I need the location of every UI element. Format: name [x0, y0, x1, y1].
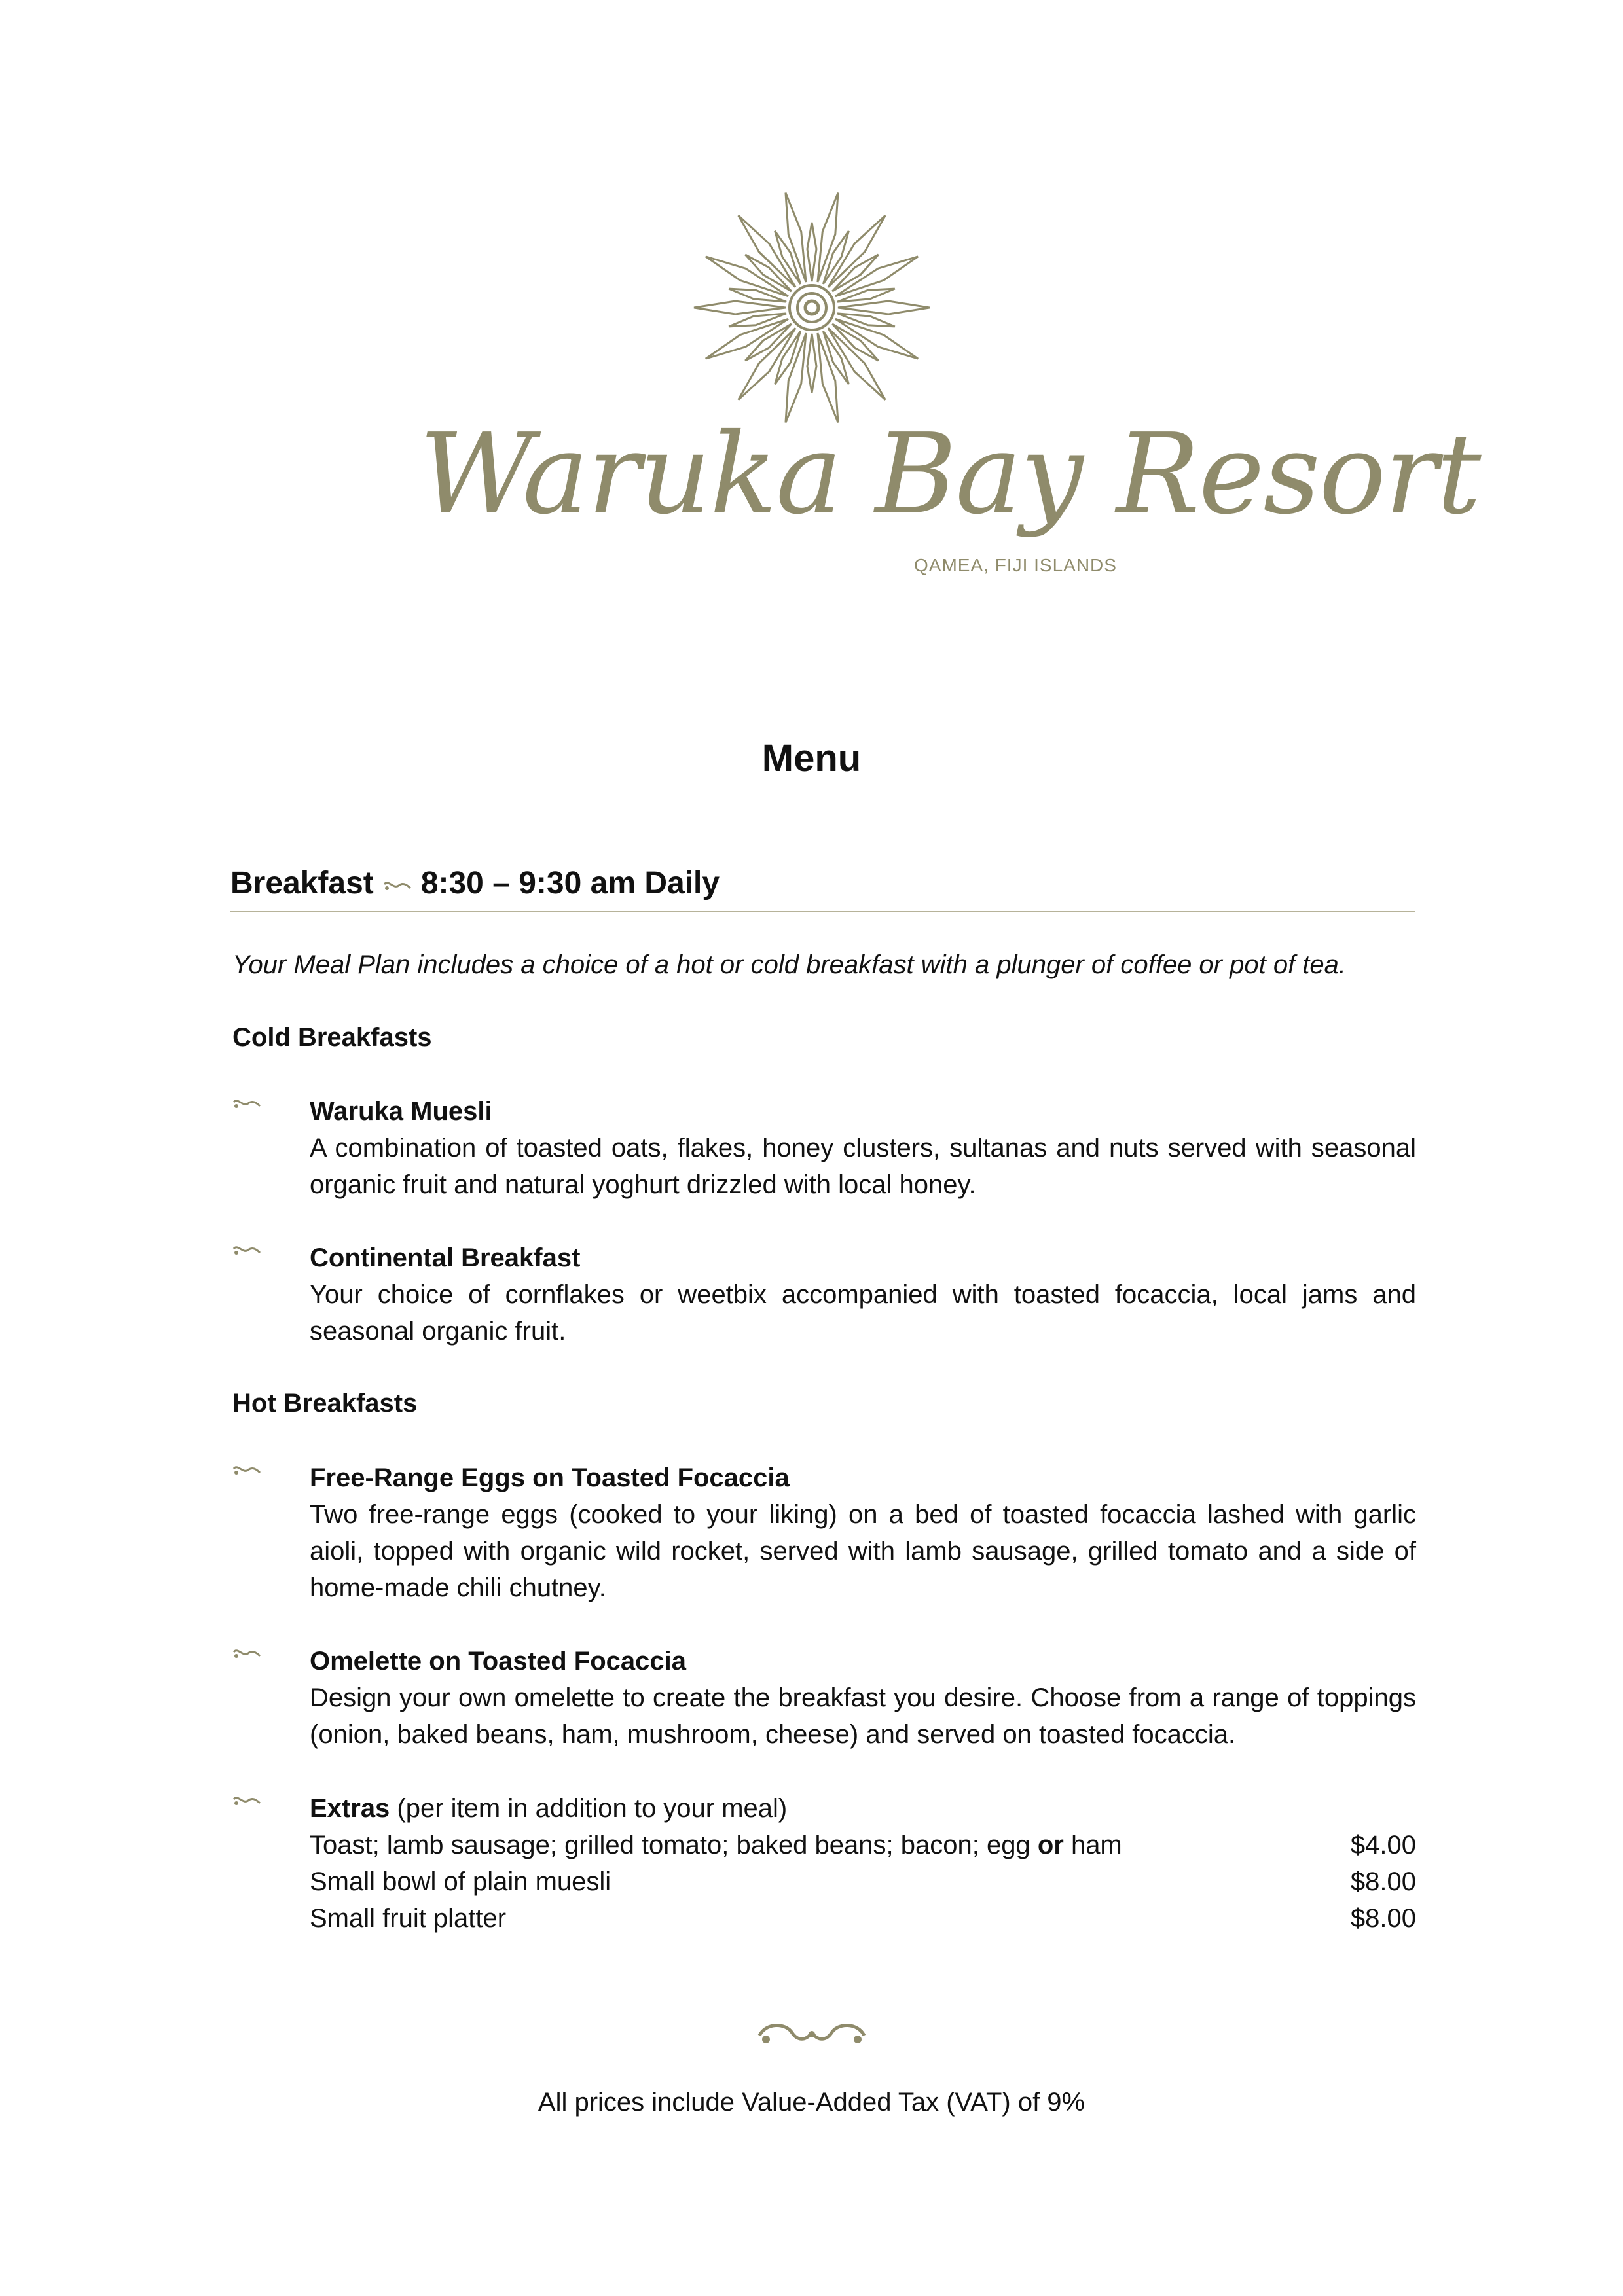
menu-item-description: Your choice of cornflakes or weetbix accompanied with toasted focaccia, local jams and seasonal organic fruit. [310, 1280, 1416, 1346]
flourish-bullet-icon [232, 1648, 261, 1664]
menu-item-name: Waruka Muesli [310, 1097, 492, 1126]
menu-item-description: A combination of toasted oats, flakes, honey clusters, sultanas and nuts served with seasonal organic fruit and natural yoghurt drizzled with local honey. [310, 1134, 1416, 1199]
vat-note: All prices include Value-Added Tax (VAT) of 9% [538, 2088, 1085, 2117]
extras-row [310, 1827, 1416, 1863]
brand-name: Waruka Bay Resort [419, 410, 1480, 539]
menu-item-description: Design your own omelette to create the breakfast you desire. Choose from a range of toppings (onion, baked beans, ham, mushroom, cheese) and served on toasted focaccia. [310, 1683, 1416, 1749]
extras-row-label-or: or [1037, 1831, 1064, 1859]
extras-heading [310, 1790, 1416, 1827]
flourish-bullet-icon [232, 1465, 261, 1481]
extras-row-label-start: Toast; lamb sausage; grilled tomato; baked beans; bacon; egg [310, 1831, 1038, 1859]
extras-row-price: $4.00 [1350, 1831, 1416, 1859]
extras-row [310, 1863, 1416, 1900]
brand-location: QAMEA, FIJI ISLANDS [914, 555, 1117, 575]
extras-row-label-end: ham [1063, 1831, 1122, 1859]
extras-row-price: $8.00 [1350, 1904, 1416, 1933]
flourish-bullet-icon [232, 1795, 261, 1812]
hot-breakfasts-heading: Hot Breakfasts [232, 1389, 418, 1418]
extras-row [310, 1900, 1416, 1937]
sunburst-icon [0, 0, 1623, 458]
extras-row-label: Small fruit platter [310, 1904, 507, 1933]
section-hours: 8:30 – 9:30 am Daily [420, 866, 720, 901]
page-title: Menu [761, 737, 862, 780]
flourish-icon [383, 865, 412, 901]
meal-plan-intro: Your Meal Plan includes a choice of a hot or cold breakfast with a plunger of coffee or pot of tea. [232, 950, 1347, 979]
menu-item-description: Two free-range eggs (cooked to your liking) on a bed of toasted focaccia lashed with garlic aioli, topped with organic wild rocket, served with lamb sausage, grilled tomato and a side of home-made chili chutney. [310, 1500, 1416, 1602]
ornament-divider-icon [753, 2017, 871, 2053]
extras-row-price: $8.00 [1350, 1867, 1416, 1896]
extras-row-label [310, 1827, 1122, 1863]
extras-row-label: Small bowl of plain muesli [310, 1867, 611, 1896]
resort-logo [0, 0, 1623, 628]
menu-item-name: Continental Breakfast [310, 1244, 581, 1272]
menu-item-name: Free-Range Eggs on Toasted Focaccia [310, 1463, 790, 1492]
extras-note: (per item in addition to your meal) [390, 1794, 788, 1823]
breakfast-section-heading [230, 865, 1415, 912]
extras-name: Extras [310, 1794, 390, 1823]
cold-breakfasts-heading: Cold Breakfasts [232, 1023, 432, 1052]
flourish-bullet-icon [232, 1245, 261, 1261]
flourish-bullet-icon [232, 1098, 261, 1115]
menu-item-name: Omelette on Toasted Focaccia [310, 1647, 686, 1676]
section-title: Breakfast [230, 866, 374, 901]
